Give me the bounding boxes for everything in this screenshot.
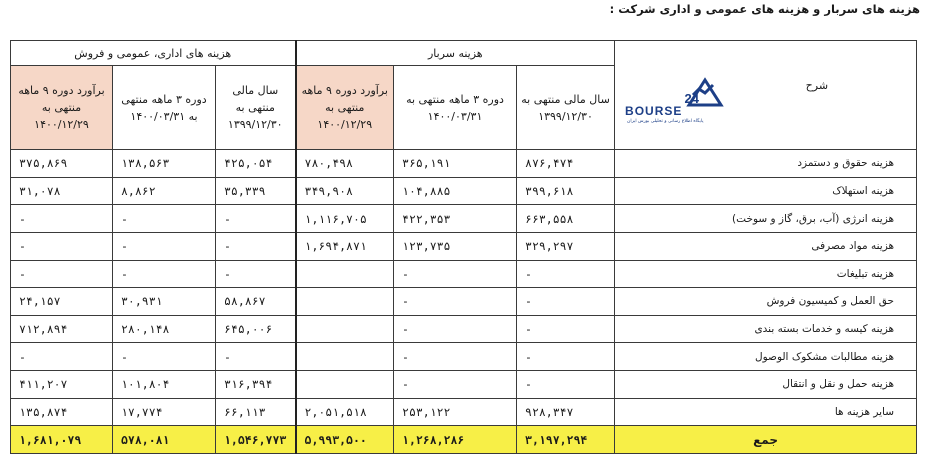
table-row: [11, 343, 917, 371]
overhead-3month-cell: ۲۵۳,۱۲۲: [394, 398, 517, 426]
overhead-estimate-cell: ۷۸۰,۴۹۸: [296, 150, 394, 178]
row-description: سایر هزینه ها: [615, 398, 917, 426]
admin-estimate-cell: -: [11, 232, 113, 260]
table-row: [11, 260, 917, 288]
overhead-estimate-cell: ۲,۰۵۱,۵۱۸: [296, 398, 394, 426]
overhead-estimate-header: برآورد دوره ۹ ماهه منتهی به ۱۴۰۰/۱۲/۲۹: [296, 66, 394, 150]
group-header-row: [11, 41, 917, 66]
admin-fiscal-year-cell: ۶۶,۱۱۳: [216, 398, 296, 426]
overhead-admin-expenses-table: [10, 40, 917, 454]
admin-estimate-cell: -: [11, 343, 113, 371]
admin-estimate-cell: ۴۱۱,۲۰۷: [11, 371, 113, 399]
admin-fiscal-year-cell: ۳۵,۳۳۹: [216, 177, 296, 205]
admin-3month-cell: ۱۳۸,۵۶۳: [113, 150, 216, 178]
overhead-3month-cell: -: [394, 371, 517, 399]
overhead-3month-cell: -: [394, 315, 517, 343]
overhead-estimate-cell: [296, 288, 394, 316]
overhead-3month-cell: -: [394, 260, 517, 288]
overhead-3month-cell: -: [394, 343, 517, 371]
admin-3month-cell: ۵۷۸,۰۸۱: [113, 426, 216, 454]
overhead-estimate-cell: ۱,۶۹۴,۸۷۱: [296, 232, 394, 260]
bourse-logo-icon: [669, 77, 729, 107]
report-title: هزینه های سربار و هزینه های عمومی و اداری شرکت :: [609, 2, 920, 16]
overhead-estimate-cell: ۳۴۹,۹۰۸: [296, 177, 394, 205]
overhead-estimate-cell: [296, 260, 394, 288]
overhead-3month-header: دوره ۳ ماهه منتهی به ۱۴۰۰/۰۳/۳۱: [394, 66, 517, 150]
table-row: [11, 398, 917, 426]
overhead-3month-cell: ۳۶۵,۱۹۱: [394, 150, 517, 178]
admin-fiscal-year-cell: ۶۴۵,۰۰۶: [216, 315, 296, 343]
admin-estimate-cell: -: [11, 205, 113, 233]
admin-estimate-cell: ۳۱,۰۷۸: [11, 177, 113, 205]
overhead-estimate-cell: ۵,۹۹۳,۵۰۰: [296, 426, 394, 454]
row-description: هزینه انرژی (آب، برق، گاز و سوخت): [615, 205, 917, 233]
svg-text:24: 24: [684, 91, 700, 106]
admin-3month-cell: ۳۰,۹۳۱: [113, 288, 216, 316]
overhead-fiscal-year-header: سال مالی منتهی به ۱۳۹۹/۱۲/۳۰: [517, 66, 615, 150]
overhead-fiscal-year-cell: -: [517, 315, 615, 343]
table-row: [11, 315, 917, 343]
row-description: هزینه تبلیغات: [615, 260, 917, 288]
admin-estimate-header: برآورد دوره ۹ ماهه منتهی به ۱۴۰۰/۱۲/۲۹: [11, 66, 113, 150]
row-description: هزینه مواد مصرفی: [615, 232, 917, 260]
overhead-fiscal-year-cell: ۳,۱۹۷,۲۹۴: [517, 426, 615, 454]
overhead-fiscal-year-cell: ۳۲۹,۲۹۷: [517, 232, 615, 260]
row-description: حق العمل و کمیسیون فروش: [615, 288, 917, 316]
overhead-fiscal-year-cell: ۹۲۸,۳۴۷: [517, 398, 615, 426]
admin-estimate-cell: ۱,۶۸۱,۰۷۹: [11, 426, 113, 454]
admin-fiscal-year-cell: -: [216, 343, 296, 371]
logo-tagline: پایگاه اطلاع رسانی و تحلیلی بورس ایران: [627, 119, 704, 124]
admin-estimate-cell: ۷۱۲,۸۹۴: [11, 315, 113, 343]
overhead-fiscal-year-cell: ۸۷۶,۴۷۴: [517, 150, 615, 178]
admin-fiscal-year-cell: ۴۲۵,۰۵۴: [216, 150, 296, 178]
admin-fiscal-year-cell: ۵۸,۸۶۷: [216, 288, 296, 316]
admin-3month-cell: -: [113, 260, 216, 288]
admin-estimate-cell: ۳۷۵,۸۶۹: [11, 150, 113, 178]
row-description: هزینه حمل و نقل و انتقال: [615, 371, 917, 399]
table-row: [11, 150, 917, 178]
overhead-estimate-cell: [296, 343, 394, 371]
table-row: [11, 288, 917, 316]
overhead-fiscal-year-cell: ۳۹۹,۶۱۸: [517, 177, 615, 205]
admin-estimate-cell: ۱۳۵,۸۷۴: [11, 398, 113, 426]
row-description: هزینه کیسه و خدمات بسته بندی: [615, 315, 917, 343]
admin-3month-cell: -: [113, 232, 216, 260]
overhead-3month-cell: ۱۰۴,۸۸۵: [394, 177, 517, 205]
overhead-3month-cell: ۱۲۳,۷۳۵: [394, 232, 517, 260]
admin-3month-cell: ۱۷,۷۷۴: [113, 398, 216, 426]
admin-3month-cell: -: [113, 343, 216, 371]
admin-fiscal-year-cell: ۱,۵۴۶,۷۷۳: [216, 426, 296, 454]
overhead-3month-cell: ۴۲۲,۳۵۳: [394, 205, 517, 233]
overhead-estimate-cell: [296, 315, 394, 343]
description-header-cell: [615, 41, 917, 150]
overhead-fiscal-year-cell: -: [517, 371, 615, 399]
admin-3month-cell: -: [113, 205, 216, 233]
total-label: جمع: [615, 426, 917, 454]
total-row: [11, 426, 917, 454]
overhead-3month-cell: ۱,۲۶۸,۲۸۶: [394, 426, 517, 454]
financial-table-container: [10, 40, 916, 454]
overhead-fiscal-year-cell: -: [517, 343, 615, 371]
table-row: [11, 205, 917, 233]
admin-fiscal-year-cell: -: [216, 260, 296, 288]
overhead-fiscal-year-cell: -: [517, 260, 615, 288]
description-header: شرح: [805, 79, 829, 92]
admin-3month-cell: ۸,۸۶۲: [113, 177, 216, 205]
row-description: هزینه استهلاک: [615, 177, 917, 205]
overhead-fiscal-year-cell: ۶۶۳,۵۵۸: [517, 205, 615, 233]
logo-wordmark: BOURSE: [625, 104, 683, 118]
admin-3month-header: دوره ۳ ماهه منتهی به ۱۴۰۰/۰۳/۳۱: [113, 66, 216, 150]
overhead-estimate-cell: ۱,۱۱۶,۷۰۵: [296, 205, 394, 233]
table-row: [11, 232, 917, 260]
overhead-estimate-cell: [296, 371, 394, 399]
table-row: [11, 371, 917, 399]
admin-group-header: هزینه های اداری، عمومی و فروش: [11, 41, 296, 66]
admin-3month-cell: ۱۰۱,۸۰۴: [113, 371, 216, 399]
overhead-3month-cell: -: [394, 288, 517, 316]
row-description: هزینه مطالبات مشکوک الوصول: [615, 343, 917, 371]
admin-3month-cell: ۲۸۰,۱۴۸: [113, 315, 216, 343]
admin-fiscal-year-header: سال مالی منتهی به ۱۳۹۹/۱۲/۳۰: [216, 66, 296, 150]
admin-fiscal-year-cell: ۳۱۶,۳۹۴: [216, 371, 296, 399]
table-row: [11, 177, 917, 205]
admin-estimate-cell: ۲۴,۱۵۷: [11, 288, 113, 316]
admin-estimate-cell: -: [11, 260, 113, 288]
row-description: هزینه حقوق و دستمزد: [615, 150, 917, 178]
overhead-fiscal-year-cell: -: [517, 288, 615, 316]
admin-fiscal-year-cell: -: [216, 205, 296, 233]
admin-fiscal-year-cell: -: [216, 232, 296, 260]
overhead-group-header: هزینه سربار: [296, 41, 615, 66]
bourse-logo: [619, 77, 729, 125]
